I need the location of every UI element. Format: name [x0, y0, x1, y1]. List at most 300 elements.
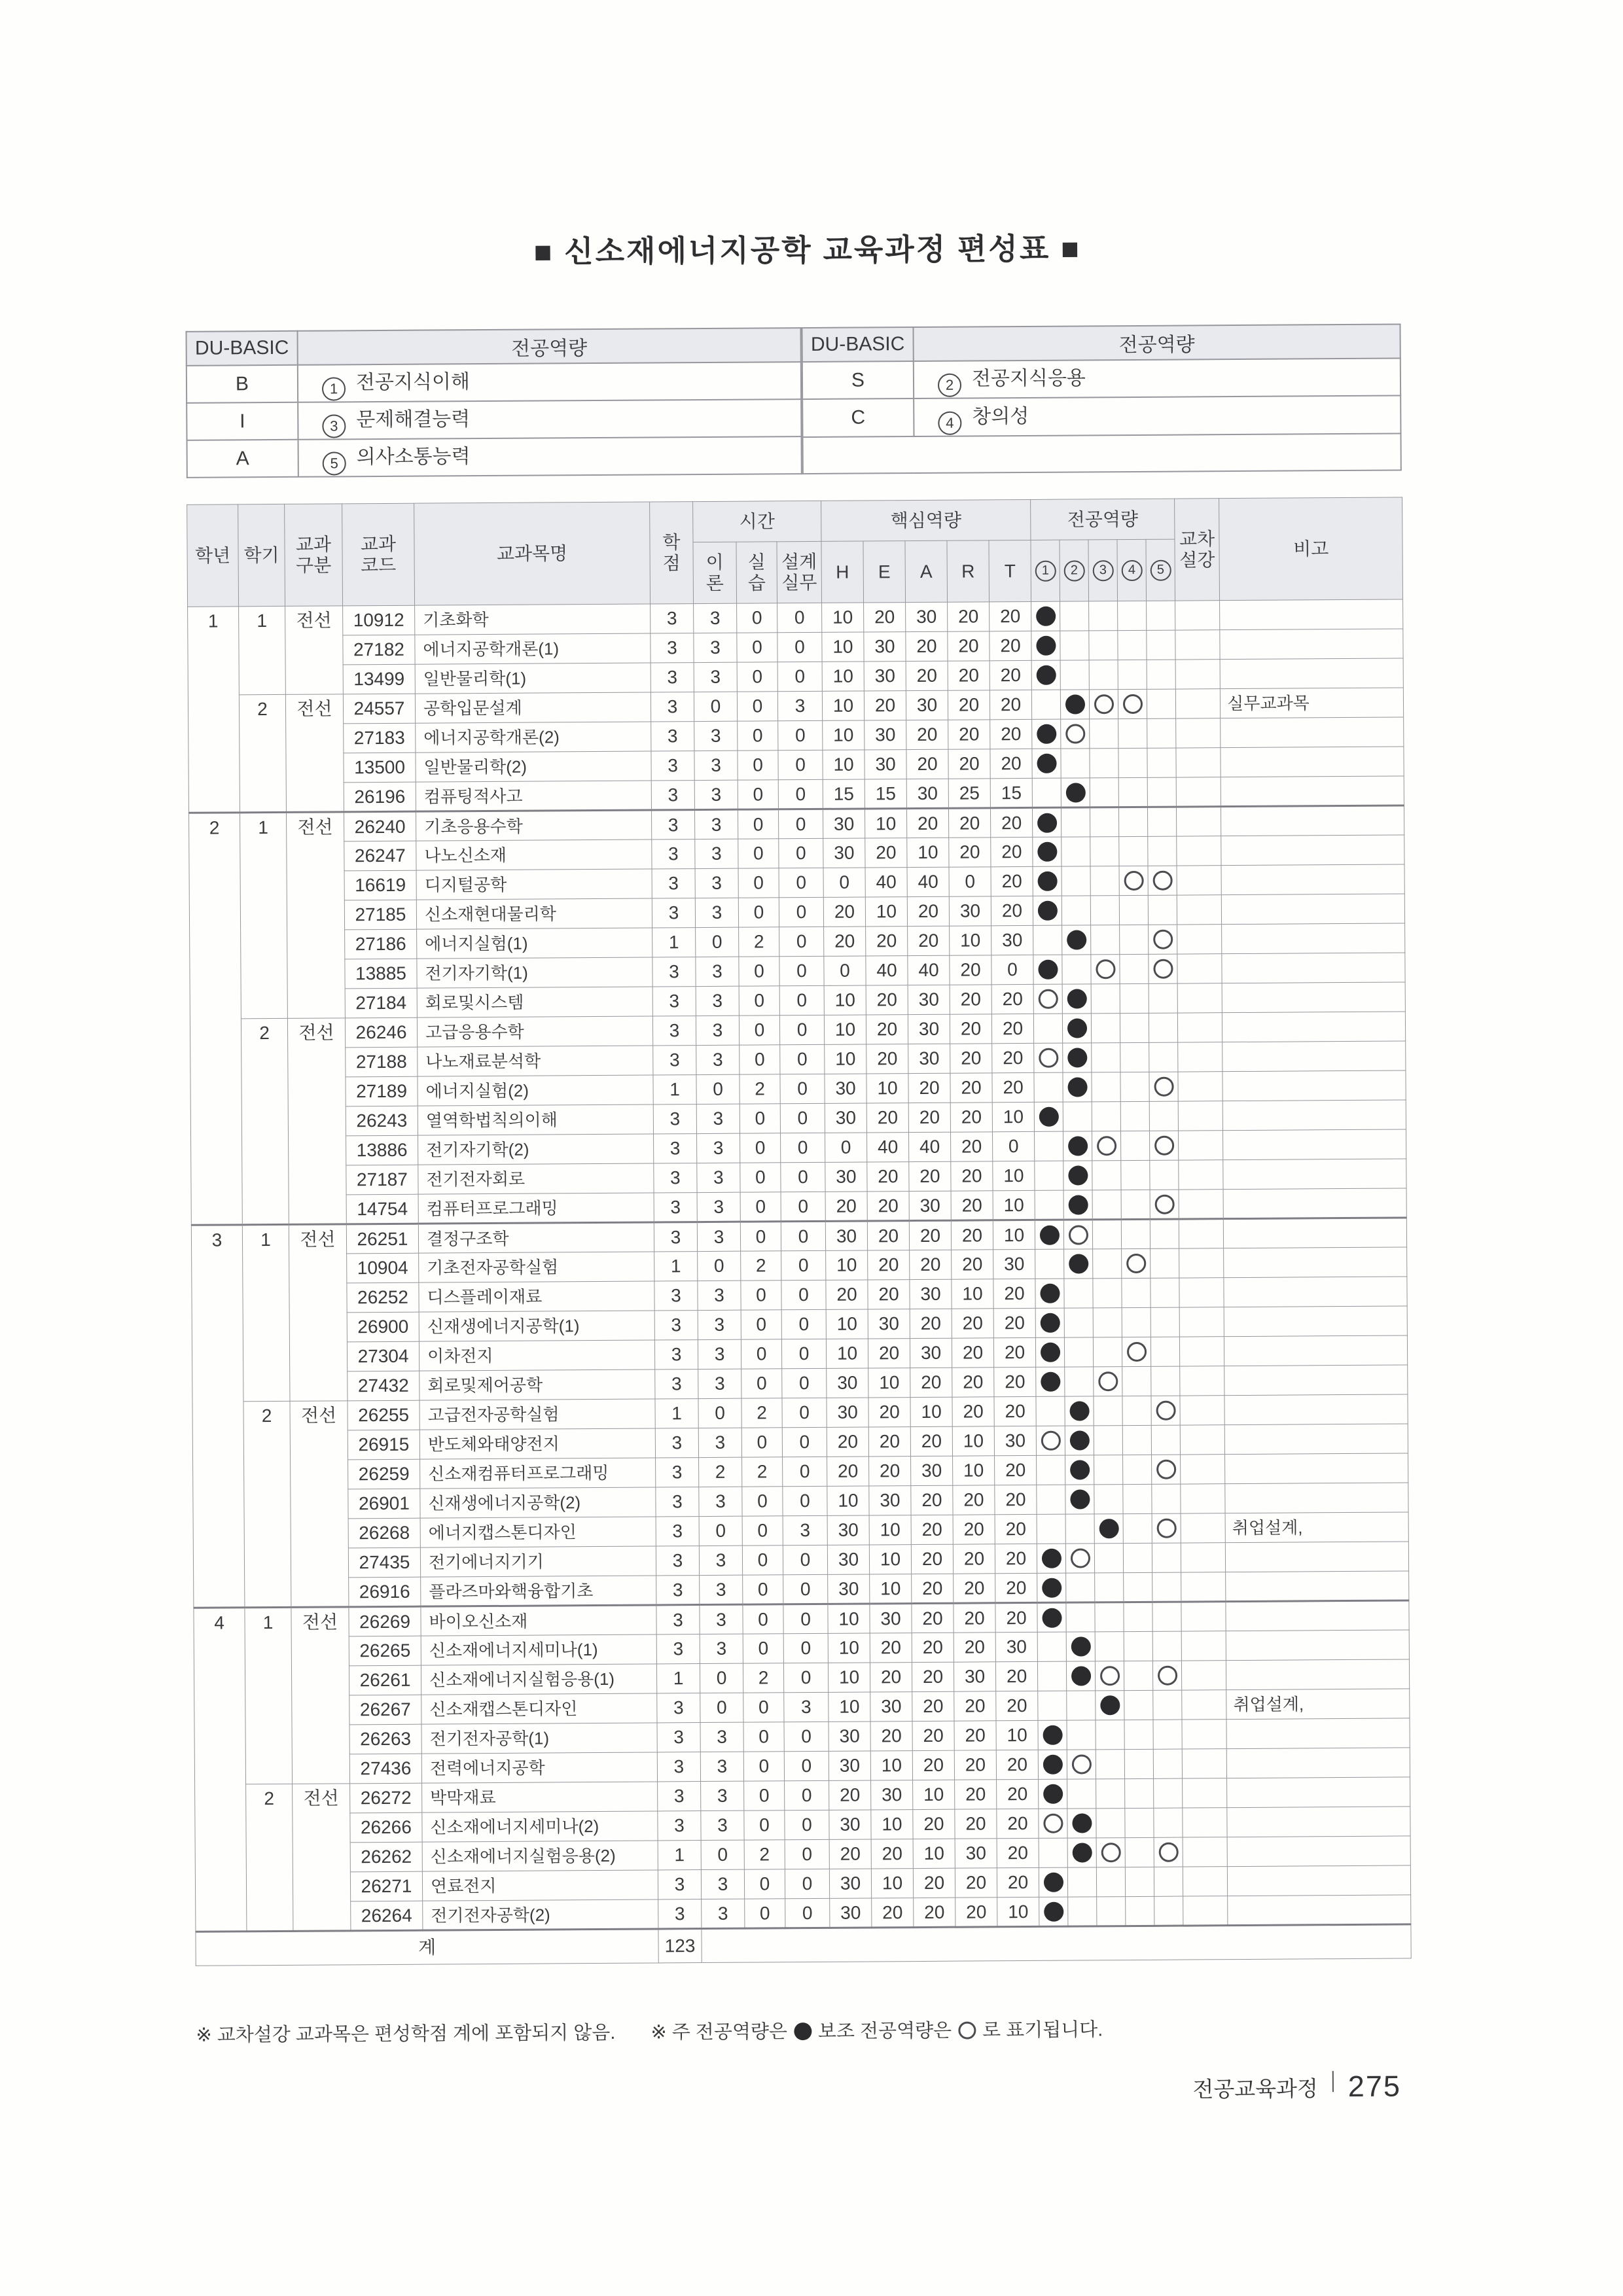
- core-competency-cell-a: 30: [906, 602, 948, 631]
- credit-cell: 3: [654, 1222, 697, 1252]
- grade-cell: 3: [191, 1225, 245, 1608]
- core-competency-cell-a: 40: [909, 1132, 951, 1161]
- theory-hours-cell: 3: [700, 1604, 743, 1634]
- core-competency-cell-h: 10: [826, 1339, 868, 1368]
- core-competency-cell-r: 20: [952, 1250, 993, 1279]
- course-name-cell: 신재생에너지공학(2): [420, 1487, 656, 1518]
- note-cell: [1227, 1807, 1410, 1837]
- design-hours-cell: 0: [781, 1280, 826, 1309]
- major-mark-cell: [1124, 1690, 1153, 1720]
- core-competency-cell-h: 30: [827, 1368, 868, 1398]
- major-mark-cell: [1034, 1072, 1063, 1102]
- core-competency-cell-e: 20: [866, 1044, 908, 1074]
- core-competency-cell-r: 20: [953, 1515, 995, 1544]
- practice-hours-cell: 2: [744, 1840, 785, 1869]
- competency-label: 창의성: [972, 405, 1029, 428]
- practice-hours-cell: 0: [737, 603, 777, 633]
- major-primary-dot: [1036, 636, 1056, 656]
- note-cell: [1226, 1748, 1410, 1778]
- major-mark-cell: [1033, 837, 1061, 866]
- major-mark-cell: [1035, 1220, 1063, 1249]
- core-competency-cell-e: 30: [865, 720, 906, 750]
- page-title: ■ 신소재에너지공학 교육과정 편성표 ■: [533, 231, 1082, 269]
- credit-cell: 3: [658, 1899, 702, 1929]
- design-hours-cell: 0: [785, 1780, 829, 1810]
- practice-hours-cell: 0: [740, 1192, 781, 1222]
- core-competency-cell-h: 10: [829, 1692, 870, 1722]
- core-competency-cell-h: 30: [823, 809, 865, 838]
- credit-cell: 3: [653, 1104, 696, 1134]
- major-mark-cell: [1091, 925, 1120, 955]
- design-hours-cell: 0: [781, 1192, 825, 1221]
- course-name-cell: 기초전자공학실험: [419, 1252, 654, 1282]
- core-competency-cell-e: 20: [868, 1250, 910, 1280]
- semester-cell: 2: [243, 1401, 291, 1607]
- cross-listed-cell: [1176, 718, 1221, 748]
- core-competency-cell-a: 20: [908, 926, 950, 955]
- course-code-cell: 14754: [346, 1194, 418, 1224]
- semester-cell: 1: [242, 1224, 290, 1401]
- core-competency-cell-t: 20: [992, 1072, 1034, 1102]
- core-competency-cell-a: 20: [913, 1868, 955, 1898]
- major-primary-dot: [1039, 1225, 1059, 1245]
- core-competency-cell-a: 20: [907, 808, 949, 838]
- course-name-cell: 에너지실험(2): [418, 1075, 653, 1106]
- major-primary-dot: [1041, 1549, 1061, 1568]
- major-mark-cell: [1149, 1101, 1178, 1131]
- major-mark-cell: [1150, 1131, 1179, 1160]
- credit-cell: 3: [654, 1340, 698, 1369]
- header-major-group: 전공역량: [1031, 499, 1175, 540]
- course-name-cell: 플라즈마와핵융합기초: [421, 1576, 656, 1606]
- major-mark-cell: [1151, 1366, 1180, 1396]
- major-mark-cell: [1118, 689, 1147, 718]
- major-mark-cell: [1036, 1337, 1065, 1367]
- major-primary-dot: [1037, 842, 1057, 862]
- course-code-cell: 27188: [346, 1047, 418, 1077]
- major-mark-cell: [1121, 1190, 1150, 1219]
- core-competency-cell-r: 20: [951, 1132, 993, 1161]
- practice-hours-cell: 2: [739, 927, 779, 957]
- major-mark-cell: [1033, 1014, 1062, 1043]
- footnote-legend-mid: 보조 전공역량은: [817, 2020, 952, 2042]
- practice-hours-cell: 0: [742, 1516, 783, 1545]
- major-mark-cell: [1037, 1455, 1065, 1485]
- credit-cell: 3: [654, 1311, 698, 1340]
- major-primary-dot: [1041, 1372, 1060, 1392]
- design-hours-cell: 0: [777, 603, 822, 632]
- practice-hours-cell: 0: [743, 1575, 783, 1604]
- core-competency-cell-a: 20: [906, 661, 948, 690]
- major-mark-cell: [1090, 837, 1119, 866]
- core-competency-cell-r: 20: [948, 690, 990, 720]
- note-cell: [1222, 953, 1405, 983]
- major-mark-cell: [1038, 1720, 1067, 1750]
- cross-listed-cell: [1177, 866, 1221, 895]
- major-primary-dot: [1071, 1637, 1090, 1657]
- du-basic-competency: [298, 436, 802, 477]
- course-name-cell: 전기전자공학(1): [421, 1723, 657, 1754]
- du-basic-right-empty-row: [803, 433, 1401, 474]
- major-secondary-dot: [1156, 1460, 1176, 1479]
- major-mark-cell: [1092, 1190, 1121, 1220]
- major-primary-dot: [1072, 1843, 1092, 1863]
- core-competency-cell-a: 40: [907, 867, 949, 896]
- open-dot-icon: [958, 2021, 976, 2039]
- theory-hours-cell: 3: [698, 1310, 741, 1339]
- major-mark-cell: [1121, 1219, 1150, 1248]
- major-mark-cell: [1122, 1248, 1150, 1278]
- design-hours-cell: 0: [783, 1457, 827, 1486]
- major-mark-cell: [1118, 748, 1147, 777]
- core-competency-cell-a: 30: [908, 1044, 950, 1073]
- major-primary-dot: [1068, 1137, 1088, 1156]
- major-mark-cell: [1123, 1543, 1152, 1572]
- major-primary-dot: [1069, 1431, 1089, 1451]
- major-mark-cell: [1120, 1101, 1149, 1131]
- major-mark-cell: [1062, 1014, 1091, 1043]
- major-mark-cell: [1036, 1367, 1065, 1396]
- course-code-cell: 27187: [346, 1165, 418, 1195]
- core-competency-cell-e: 30: [865, 750, 906, 779]
- du-basic-key: S: [802, 361, 914, 399]
- theory-hours-cell: 3: [694, 721, 738, 751]
- core-competency-cell-a: 20: [911, 1485, 953, 1515]
- major-mark-cell: [1152, 1484, 1181, 1513]
- total-empty-cell: [702, 1924, 1411, 1963]
- design-hours-cell: 0: [778, 750, 823, 779]
- course-name-cell: 신소재컴퓨터프로그래밍: [420, 1458, 656, 1489]
- core-competency-cell-e: 10: [865, 809, 907, 838]
- course-code-cell: 16619: [344, 870, 416, 900]
- circled-number-icon: 4: [938, 411, 961, 434]
- major-mark-cell: [1151, 1425, 1180, 1455]
- major-mark-cell: [1124, 1749, 1153, 1778]
- major-primary-dot: [1065, 783, 1085, 802]
- theory-hours-cell: 0: [701, 1840, 744, 1869]
- major-secondary-dot: [1156, 1519, 1176, 1538]
- major-mark-cell: [1154, 1778, 1183, 1808]
- theory-hours-cell: 3: [701, 1781, 744, 1810]
- core-competency-cell-e: 20: [868, 1427, 910, 1457]
- major-mark-cell: [1120, 1072, 1149, 1101]
- circled-number-icon: 4: [1121, 560, 1142, 581]
- credit-cell: 3: [654, 1134, 697, 1163]
- header-core-r: R: [947, 540, 990, 602]
- core-competency-cell-h: 30: [823, 838, 865, 868]
- core-competency-cell-t: 20: [995, 1455, 1037, 1485]
- course-name-cell: 기초화학: [415, 604, 651, 635]
- major-secondary-dot: [1152, 871, 1172, 891]
- practice-hours-cell: 0: [738, 809, 778, 839]
- curriculum-table: [187, 497, 1412, 1966]
- cross-listed-cell: [1180, 1366, 1224, 1396]
- theory-hours-cell: 0: [699, 1516, 742, 1545]
- core-competency-cell-h: 0: [825, 1133, 867, 1162]
- practice-hours-cell: 0: [738, 780, 778, 809]
- design-hours-cell: 0: [783, 1633, 828, 1663]
- core-competency-cell-h: 30: [827, 1545, 869, 1574]
- cross-listed-cell: [1176, 748, 1221, 777]
- core-competency-cell-t: 20: [990, 690, 1031, 719]
- major-mark-cell: [1039, 1897, 1068, 1926]
- course-rows: [188, 599, 1412, 1966]
- major-mark-cell: [1095, 1573, 1124, 1602]
- semester-cell: 1: [239, 606, 286, 694]
- note-cell: [1222, 1012, 1406, 1042]
- core-competency-cell-t: 20: [991, 837, 1033, 866]
- major-mark-cell: [1119, 836, 1148, 866]
- note-cell: [1220, 658, 1403, 689]
- core-competency-cell-r: 20: [954, 1574, 995, 1603]
- major-mark-cell: [1060, 660, 1089, 690]
- major-mark-cell: [1147, 777, 1176, 807]
- course-code-cell: 27304: [347, 1341, 419, 1371]
- course-name-cell: 신재생에너지공학(1): [419, 1311, 654, 1341]
- major-mark-cell: [1064, 1249, 1093, 1279]
- course-code-cell: 26900: [347, 1312, 419, 1342]
- core-competency-cell-h: 20: [829, 1780, 871, 1810]
- core-competency-cell-r: 20: [953, 1544, 995, 1574]
- major-primary-dot: [1039, 1107, 1058, 1127]
- major-mark-cell: [1089, 690, 1118, 719]
- major-primary-dot: [1043, 1725, 1062, 1745]
- core-competency-cell-t: 20: [991, 1014, 1033, 1043]
- note-cell: [1221, 894, 1404, 925]
- major-mark-cell: [1149, 1013, 1177, 1042]
- core-competency-cell-a: 30: [908, 985, 950, 1014]
- credit-cell: 3: [656, 1634, 700, 1664]
- major-mark-cell: [1061, 866, 1090, 896]
- major-primary-dot: [1070, 1460, 1090, 1480]
- cross-listed-cell: [1182, 1749, 1226, 1778]
- major-mark-cell: [1065, 1485, 1094, 1514]
- course-name-cell: 결정구조학: [418, 1222, 654, 1253]
- practice-hours-cell: 0: [738, 868, 779, 898]
- design-hours-cell: 0: [781, 1133, 825, 1162]
- core-competency-cell-h: 10: [824, 985, 866, 1015]
- major-mark-cell: [1036, 1396, 1065, 1426]
- major-mark-cell: [1091, 1014, 1120, 1043]
- du-basic-key: C: [802, 399, 914, 437]
- core-competency-cell-a: 20: [906, 749, 948, 779]
- credit-cell: 1: [658, 1841, 701, 1870]
- design-hours-cell: 3: [777, 691, 822, 720]
- core-competency-cell-h: 10: [822, 691, 864, 720]
- note-cell: [1223, 1188, 1406, 1219]
- course-name-cell: 전기전자공학(2): [423, 1899, 658, 1930]
- core-competency-cell-a: 20: [908, 1073, 950, 1103]
- theory-hours-cell: 3: [694, 809, 738, 839]
- note-cell: [1225, 1483, 1408, 1513]
- header-core-e: E: [863, 541, 906, 603]
- major-mark-cell: [1031, 660, 1060, 690]
- core-competency-cell-e: 20: [866, 1015, 908, 1044]
- credit-cell: 3: [658, 1870, 701, 1899]
- design-hours-cell: 0: [783, 1574, 828, 1604]
- core-competency-cell-r: 20: [954, 1691, 996, 1721]
- core-competency-cell-h: 10: [822, 662, 864, 691]
- core-competency-cell-h: 20: [829, 1839, 871, 1869]
- note-cell: [1224, 1277, 1407, 1307]
- practice-hours-cell: 0: [740, 1222, 781, 1251]
- course-name-cell: 컴퓨터프로그래밍: [418, 1193, 654, 1224]
- header-credit: 학 점: [650, 502, 694, 604]
- major-mark-cell: [1095, 1602, 1124, 1632]
- core-competency-cell-a: 20: [910, 1368, 952, 1397]
- core-competency-cell-h: 10: [826, 1309, 868, 1339]
- core-competency-cell-a: 30: [909, 1191, 951, 1220]
- major-mark-cell: [1065, 1367, 1094, 1396]
- credit-cell: 1: [654, 1252, 698, 1281]
- core-competency-cell-r: 20: [953, 1485, 995, 1515]
- course-code-cell: 27183: [344, 723, 416, 753]
- theory-hours-cell: 3: [696, 1045, 740, 1074]
- major-secondary-dot: [1096, 959, 1115, 979]
- major-mark-cell: [1096, 1838, 1125, 1867]
- core-competency-cell-t: 20: [995, 1602, 1037, 1632]
- major-mark-cell: [1097, 1897, 1126, 1926]
- core-competency-cell-r: 20: [954, 1721, 996, 1750]
- major-mark-cell: [1123, 1513, 1152, 1543]
- major-primary-dot: [1036, 665, 1056, 685]
- core-competency-cell-e: 30: [870, 1604, 912, 1633]
- core-competency-cell-r: 20: [948, 661, 990, 690]
- major-mark-cell: [1147, 748, 1176, 777]
- cross-listed-cell: [1175, 601, 1220, 630]
- major-mark-cell: [1151, 1337, 1180, 1366]
- note-cell: [1220, 599, 1403, 630]
- core-competency-cell-a: 30: [906, 690, 948, 720]
- theory-hours-cell: 3: [696, 1104, 740, 1133]
- note-cell: [1228, 1865, 1411, 1896]
- practice-hours-cell: 0: [737, 633, 777, 662]
- course-code-cell: 26196: [344, 782, 416, 812]
- core-competency-cell-a: 20: [914, 1898, 955, 1927]
- practice-hours-cell: 2: [741, 1251, 781, 1280]
- core-competency-cell-e: 20: [869, 1457, 911, 1486]
- major-secondary-dot: [1154, 1194, 1174, 1214]
- major-mark-cell: [1037, 1514, 1065, 1544]
- du-basic-competency: [914, 359, 1400, 399]
- note-cell: [1226, 1659, 1410, 1690]
- course-name-cell: 컴퓨팅적사고: [416, 781, 651, 811]
- core-competency-cell-e: 20: [870, 1633, 912, 1663]
- course-name-cell: 고급응용수학: [417, 1016, 652, 1047]
- major-mark-cell: [1089, 660, 1118, 690]
- theory-hours-cell: 3: [699, 1545, 742, 1575]
- course-code-cell: 26901: [348, 1489, 420, 1519]
- design-hours-cell: 0: [780, 1103, 825, 1133]
- theory-hours-cell: 3: [702, 1899, 745, 1928]
- credit-cell: 3: [653, 1046, 696, 1075]
- course-name-cell: 전기자기학(1): [417, 957, 652, 988]
- du-basic-competency: [298, 362, 801, 402]
- course-code-cell: 26259: [348, 1459, 420, 1489]
- major-primary-dot: [1037, 872, 1057, 891]
- major-mark-cell: [1096, 1720, 1124, 1750]
- core-competency-cell-e: 30: [870, 1692, 912, 1722]
- major-primary-dot: [1072, 1814, 1092, 1833]
- core-competency-cell-h: 30: [827, 1515, 869, 1545]
- major-secondary-dot: [1094, 694, 1114, 714]
- core-competency-cell-t: 10: [992, 1102, 1034, 1131]
- core-competency-cell-t: 20: [997, 1809, 1039, 1838]
- major-primary-dot: [1069, 1254, 1088, 1274]
- header-core-group: 핵심역량: [821, 499, 1031, 541]
- major-mark-cell: [1089, 601, 1118, 631]
- major-mark-cell: [1153, 1690, 1182, 1720]
- major-mark-cell: [1068, 1897, 1097, 1926]
- major-mark-cell: [1034, 1043, 1063, 1072]
- note-cell: [1222, 1041, 1406, 1072]
- major-mark-cell: [1092, 1072, 1120, 1102]
- core-competency-cell-a: 20: [912, 1721, 954, 1750]
- semester-cell: 1: [245, 1607, 293, 1784]
- major-mark-cell: [1121, 1160, 1150, 1190]
- design-hours-cell: 0: [782, 1398, 827, 1427]
- core-competency-cell-r: 20: [952, 1397, 994, 1426]
- major-mark-cell: [1063, 1161, 1092, 1190]
- credit-cell: 3: [651, 604, 694, 633]
- major-primary-dot: [1067, 989, 1086, 1009]
- credit-cell: 1: [652, 928, 696, 957]
- course-code-cell: 27184: [345, 988, 417, 1018]
- course-name-cell: 나노신소재: [416, 839, 652, 870]
- course-code-cell: 26269: [349, 1606, 421, 1636]
- core-competency-cell-e: 20: [865, 838, 907, 868]
- theory-hours-cell: 2: [699, 1457, 742, 1487]
- core-competency-cell-r: 20: [954, 1603, 995, 1633]
- major-mark-cell: [1125, 1837, 1154, 1867]
- header-code: 교과 코드: [342, 503, 415, 606]
- course-name-cell: 공학입문설계: [415, 692, 651, 723]
- du-basic-left-row: [187, 362, 801, 403]
- practice-hours-cell: 0: [742, 1487, 783, 1516]
- major-mark-cell: [1096, 1691, 1124, 1720]
- major-mark-cell: [1148, 866, 1177, 895]
- core-competency-cell-r: 30: [954, 1662, 995, 1691]
- course-name-cell: 에너지공학개론(1): [415, 633, 651, 664]
- course-name-cell: 고급전자공학실험: [419, 1399, 655, 1430]
- core-competency-cell-t: 20: [997, 1838, 1039, 1867]
- major-mark-cell: [1093, 1308, 1122, 1337]
- major-mark-cell: [1033, 896, 1061, 925]
- core-competency-cell-e: 30: [864, 632, 906, 662]
- design-hours-cell: 0: [779, 868, 823, 897]
- major-primary-dot: [1037, 754, 1056, 773]
- core-competency-cell-h: 30: [829, 1810, 871, 1839]
- theory-hours-cell: 3: [696, 1016, 739, 1045]
- major-primary-dot: [1100, 1695, 1120, 1715]
- credit-cell: 3: [654, 1193, 697, 1222]
- core-competency-cell-r: 20: [955, 1898, 997, 1927]
- credit-cell: 3: [657, 1693, 700, 1723]
- design-hours-cell: 3: [783, 1515, 827, 1545]
- footer-divider: [1332, 2071, 1334, 2092]
- note-cell: [1224, 1394, 1408, 1425]
- core-competency-cell-r: 20: [951, 1220, 993, 1250]
- core-competency-cell-t: 20: [991, 866, 1033, 896]
- design-hours-cell: 0: [785, 1810, 829, 1839]
- major-mark-cell: [1033, 866, 1061, 896]
- core-competency-cell-r: 20: [952, 1309, 993, 1338]
- design-hours-cell: 0: [781, 1162, 825, 1192]
- course-name-cell: 연료전지: [422, 1870, 658, 1901]
- core-competency-cell-e: 30: [864, 662, 906, 691]
- core-competency-cell-t: 20: [994, 1367, 1036, 1396]
- note-cell: [1221, 717, 1404, 748]
